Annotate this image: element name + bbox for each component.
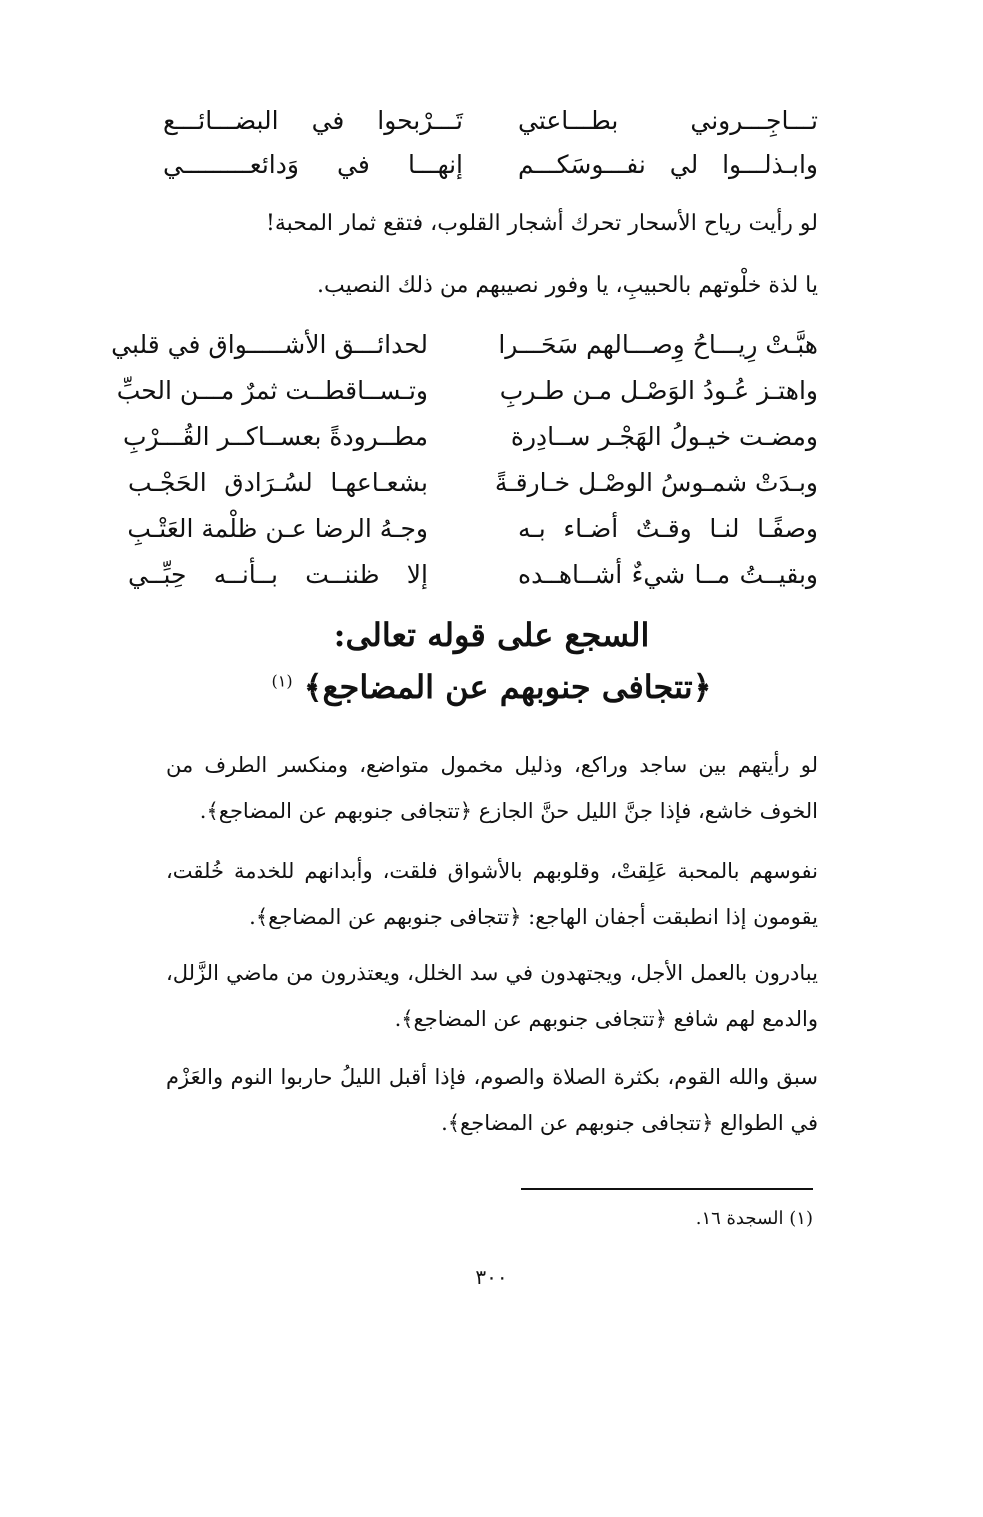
intro-line: يا لذة خلْوتهم بالحبيبِ، يا وفور نصيبهم من ذلك النصيب.: [317, 273, 818, 298]
verse-second-hemistich: إنهـــا في وَدائعـــــــــي: [163, 149, 463, 179]
paragraph: يبادرون بالعمل الأجل، ويجتهدون في سد الخلل، ويعتذرون من ماضي الزَّلل، والدمع لهم شافع ﴿تتجافى جنوبهم عن المضاجع﴾.: [166, 961, 818, 1031]
poem-verse: [123, 412, 818, 460]
section-heading: السجع على قوله تعالى:: [333, 616, 650, 654]
poem-verse: [111, 320, 818, 368]
verse-first-hemistich: وابـذلـــوا لي نفـــوسَكـــم: [518, 149, 818, 179]
page-number: ٣٠٠: [475, 1265, 508, 1289]
footnote: (١) السجدة ١٦.: [695, 1208, 813, 1229]
verse-first-hemistich: واهتـز عُـودُ الوَصْـل مـن طـربِ: [499, 375, 818, 405]
section-heading-verse: [0, 668, 983, 706]
paragraph: لو رأيتهم بين ساجد وراكع، وذليل مخمول متواضع، ومنكسر الطرف من الخوف خاشع، فإذا جنَّ الليل حنَّ الجازع ﴿تتجافى جنوبهم عن المضاجع﴾.: [166, 753, 818, 823]
paragraph: نفوسهم بالمحبة عَلِقتْ، وقلوبهم بالأشواق فلقت، وأبدانهم للخدمة خُلقت، يقومون إذا انطبقت أجفان الهاجع: ﴿تتجافى جنوبهم عن المضاجع﴾.: [166, 859, 818, 929]
quran-verse-heading: ﴿تتجافى جنوبهم عن المضاجع﴾: [303, 668, 712, 706]
verse-first-hemistich: وبـدَتْ شمـوسُ الوصْـل خـارقـةً: [494, 467, 818, 497]
poem-verse: [128, 458, 818, 506]
poem-verse: [128, 550, 818, 598]
verse-second-hemistich: تَـــرْبحوا في البضـــائـــع: [163, 105, 463, 135]
intro-line: لو رأيت رياح الأسحار تحرك أشجار القلوب، فتقع ثمار المحبة!: [266, 211, 818, 236]
poem-verse: [163, 96, 818, 144]
verse-second-hemistich: وجـهُ الرضا عـن ظلْمة العَتْـبِ: [127, 513, 428, 543]
paragraph: سبق والله القوم، بكثرة الصلاة والصوم، فإذا أقبل الليلُ حاربوا النوم والعَزْم في الطوالع ﴿تتجافى جنوبهم عن المضاجع﴾.: [166, 1065, 818, 1135]
poem-verse: [116, 366, 818, 414]
verse-first-hemistich: ومضـت خيـولُ الهَجْـر ســادِرة: [510, 421, 818, 451]
footnote-reference: (١): [271, 671, 293, 691]
verse-first-hemistich: هبَّـتْ رِيـــاحُ وِصـــالهم سَحَـــرا: [498, 329, 818, 359]
footnote-divider: [521, 1188, 813, 1190]
poem-verse: [163, 140, 818, 188]
verse-first-hemistich: وبقيــتُ مــا شيءٌ أشــاهــده: [518, 559, 818, 589]
verse-second-hemistich: إلا ظننــت بــأنــه حِبِّــي: [128, 559, 428, 589]
poem-verse: [128, 504, 818, 552]
verse-second-hemistich: وتـســاقطــت ثمرٌ مـــن الحبِّ: [116, 375, 428, 405]
verse-second-hemistich: مطــرودةً بعســاكــر القُـــرْبِ: [123, 421, 428, 451]
verse-second-hemistich: بشعـاعهـا لسُـرَادق الحَجْـب: [128, 467, 428, 497]
verse-second-hemistich: لحدائـــق الأشـــــواق في قلبي: [111, 329, 428, 359]
verse-first-hemistich: تـــاجِـــروني بطـــاعتي: [518, 105, 818, 135]
verse-first-hemistich: وصفًـا لنـا وقـتٌ أضـاء بـه: [518, 513, 818, 543]
